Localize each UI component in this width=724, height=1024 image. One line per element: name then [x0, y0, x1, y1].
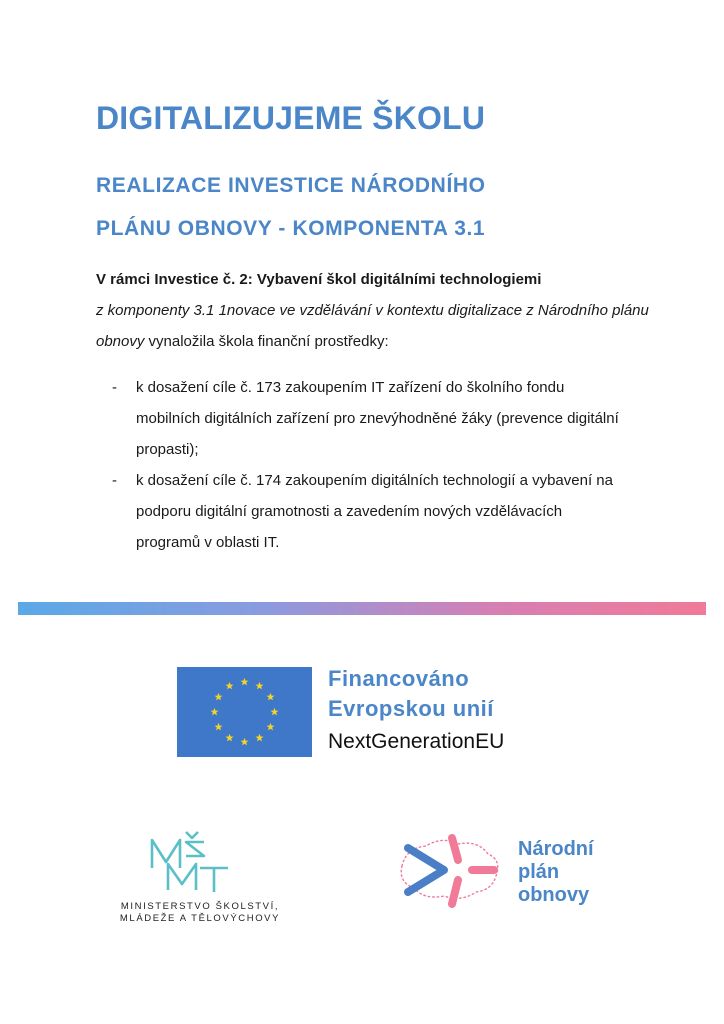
msmt-caption-line-2: MLÁDEŽE A TĚLOVÝCHOVY — [119, 913, 281, 924]
msmt-caption — [100, 901, 300, 925]
intro-bold-text: V rámci Investice č. 2: Vybavení škol digitálními technologiemi — [96, 271, 542, 288]
subtitle-line-1: REALIZACE INVESTICE NÁRODNÍHO — [96, 174, 486, 197]
bullet-dash: - — [112, 379, 117, 396]
list-item-text: k dosažení cíle č. 173 zakoupením IT zařízení do školního fondu mobilních digitálních zařízení pro znevýhodněné žáky (prevence digitální propasti); — [136, 379, 619, 458]
intro-italic-text: z komponenty 3.1 1novace ve vzdělávání v kontextu digitalizace z Národního plánu obnovy — [96, 302, 649, 350]
eu-star-icon — [226, 734, 234, 742]
narodni-plan-obnovy-logo-icon — [392, 826, 508, 916]
eu-star-icon — [241, 738, 249, 746]
eu-line-3: NextGenerationEU — [328, 730, 505, 753]
eu-line-1: Financováno — [328, 666, 470, 691]
eu-line-2: Evropskou unií — [328, 696, 494, 721]
bullet-list — [104, 372, 624, 558]
eu-star-icon — [215, 693, 223, 701]
npo-text — [518, 838, 594, 907]
eu-star-icon — [241, 678, 249, 686]
npo-line-1: Národní — [518, 838, 594, 860]
list-item — [104, 465, 624, 558]
gradient-divider — [18, 602, 706, 615]
subtitle-line-2: PLÁNU OBNOVY - KOMPONENTA 3.1 — [96, 217, 486, 240]
page-title: DIGITALIZUJEME ŠKOLU — [96, 100, 486, 136]
npo-line-2: plán — [518, 861, 560, 883]
list-item — [104, 372, 624, 465]
page-subtitle — [96, 164, 656, 250]
eu-star-icon — [256, 682, 264, 690]
eu-star-icon — [256, 734, 264, 742]
eu-flag-icon — [177, 667, 312, 757]
list-item-text: k dosažení cíle č. 174 zakoupením digitálních technologií a vybavení na podporu digitální gramotnosti a zavedením nových vzdělávacích programů v oblasti IT. — [136, 472, 613, 551]
eu-stars-icon — [177, 667, 312, 757]
eu-star-icon — [271, 708, 279, 716]
intro-rest-text: vynaložila škola finanční prostředky: — [144, 333, 389, 350]
intro-paragraph — [96, 264, 696, 357]
eu-funding-text — [328, 664, 504, 758]
eu-star-icon — [226, 682, 234, 690]
eu-star-icon — [215, 723, 223, 731]
eu-star-icon — [211, 708, 219, 716]
msmt-caption-line-1: MINISTERSTVO ŠKOLSTVÍ, — [120, 901, 280, 912]
bullet-dash: - — [112, 472, 117, 489]
eu-star-icon — [266, 723, 274, 731]
eu-star-icon — [266, 693, 274, 701]
npo-line-3: obnovy — [518, 884, 590, 906]
msmt-logo-icon — [146, 828, 246, 896]
